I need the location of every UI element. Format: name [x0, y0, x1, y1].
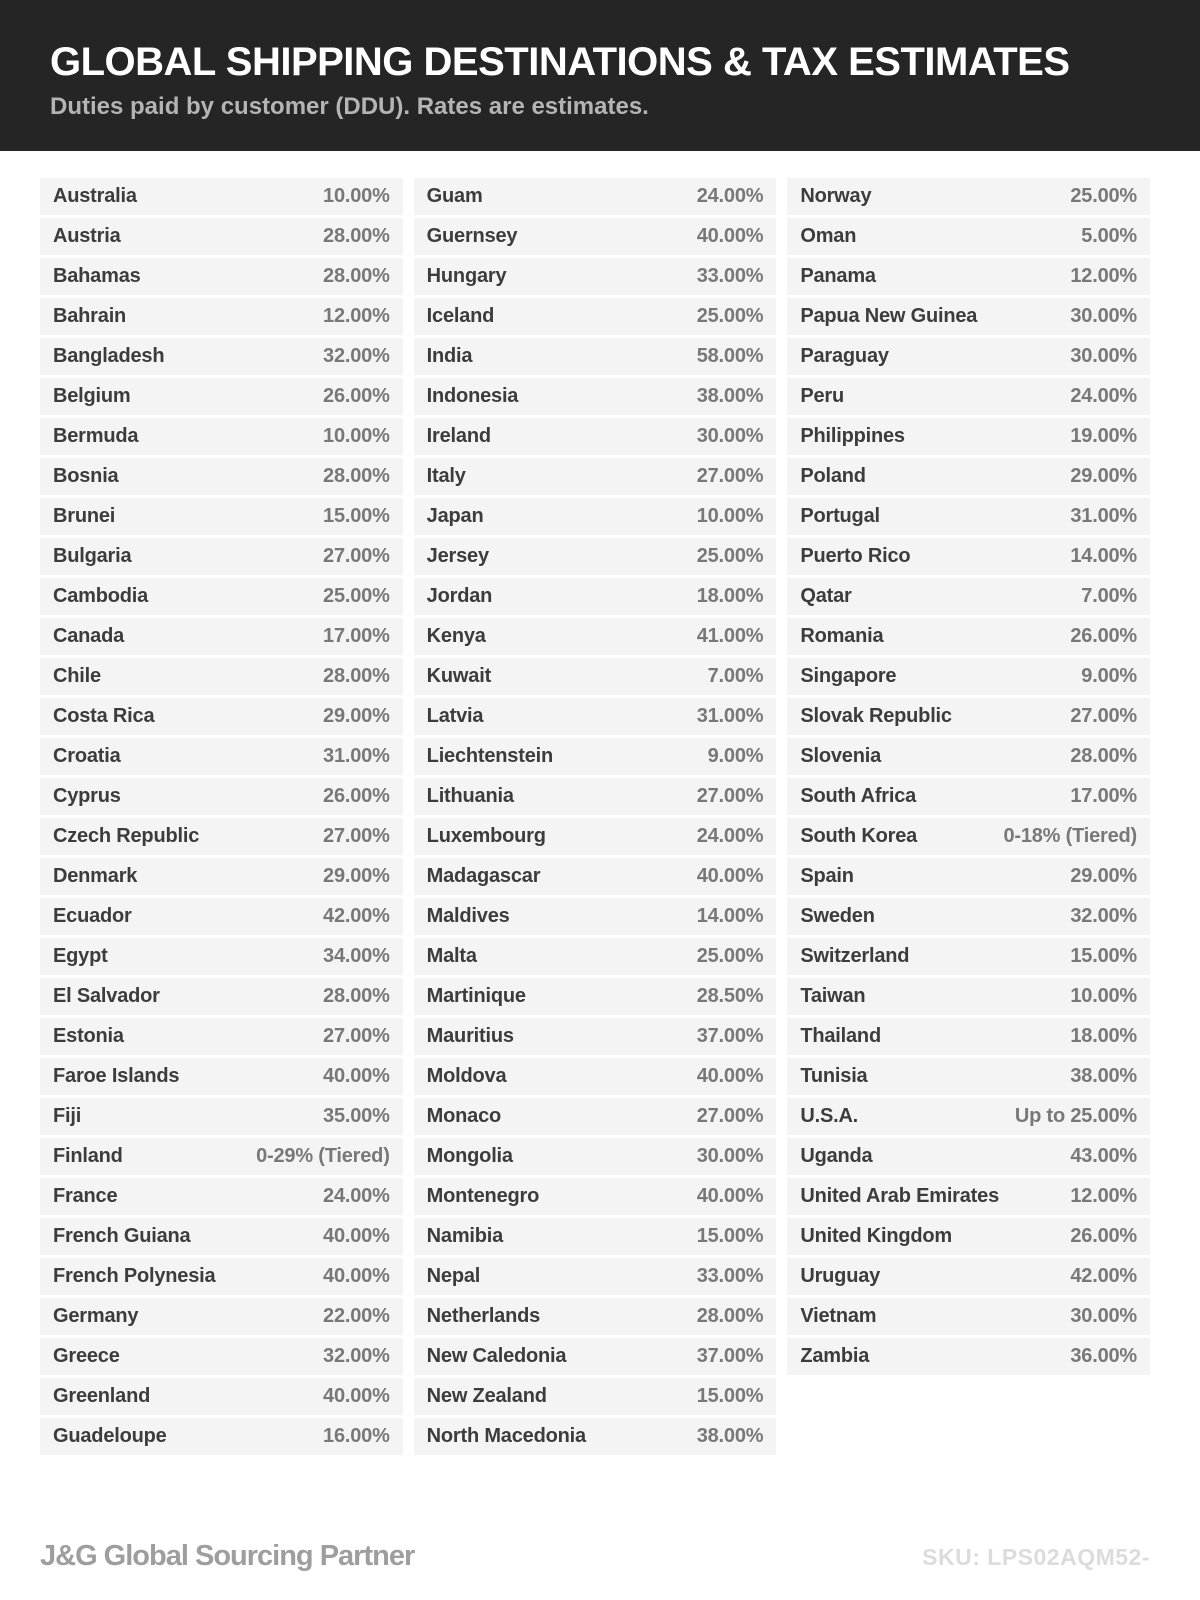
country-name: Ecuador [53, 905, 132, 927]
table-row [40, 618, 403, 655]
country-name: Canada [53, 625, 125, 647]
country-name: Guadeloupe [53, 1425, 167, 1447]
tax-rate: 42.00% [323, 905, 390, 927]
country-name: Singapore [800, 665, 897, 687]
table-row [414, 498, 777, 535]
country-name: Moldova [426, 1065, 507, 1087]
tax-rate: 30.00% [1070, 305, 1138, 327]
country-name: Kenya [426, 625, 486, 647]
tax-rate: 40.00% [696, 1185, 764, 1207]
country-name: Iceland [426, 305, 495, 327]
country-name: Spain [800, 865, 854, 887]
country-name: Austria [53, 225, 121, 247]
table-row [787, 378, 1150, 415]
table-row [40, 738, 403, 775]
country-name: Czech Republic [53, 825, 200, 847]
table-row [40, 778, 403, 815]
tax-rate: 10.00% [1070, 985, 1138, 1007]
country-name: Chile [53, 665, 101, 687]
tax-rate: 14.00% [1070, 545, 1138, 567]
tax-rate: 38.00% [696, 1425, 764, 1447]
table-row [787, 1258, 1150, 1295]
country-name: Vietnam [800, 1305, 877, 1327]
table-row [414, 298, 777, 335]
table-row [414, 978, 777, 1015]
tax-rate: 36.00% [1070, 1345, 1138, 1367]
table-row [40, 218, 403, 255]
tax-rate: 34.00% [323, 945, 390, 967]
country-name: Cambodia [53, 585, 149, 607]
tax-rate: 32.00% [1070, 905, 1138, 927]
tax-rate: 27.00% [323, 545, 390, 567]
footer-sku: SKU: LPS02AQM52- [922, 1544, 1150, 1570]
country-name: Bangladesh [53, 345, 165, 367]
tax-rate: 12.00% [323, 305, 390, 327]
tax-rate: 14.00% [696, 905, 764, 927]
tax-rate: 9.00% [707, 745, 764, 767]
country-name: France [53, 1185, 118, 1207]
table-row [787, 538, 1150, 575]
country-name: Slovak Republic [800, 705, 952, 727]
tax-rate: 26.00% [323, 385, 390, 407]
table-row [414, 778, 777, 815]
tax-rate: 38.00% [696, 385, 764, 407]
table-row [787, 298, 1150, 335]
table-row [414, 1138, 777, 1175]
tax-rate: 24.00% [696, 825, 764, 847]
country-name: Uganda [800, 1145, 873, 1167]
table-row [787, 1058, 1150, 1095]
country-name: Philippines [800, 425, 905, 447]
tax-rate: 29.00% [323, 705, 390, 727]
country-name: Guam [426, 185, 483, 207]
country-name: Italy [426, 465, 466, 487]
table-row [787, 458, 1150, 495]
table-row [40, 1418, 403, 1455]
table-row [40, 1178, 403, 1215]
country-name: Estonia [53, 1025, 124, 1047]
table-row [40, 658, 403, 695]
tax-rate: 37.00% [696, 1345, 764, 1367]
tax-rate: 42.00% [1070, 1265, 1138, 1287]
table-row [787, 1338, 1150, 1375]
tax-rate: 38.00% [1070, 1065, 1138, 1087]
country-name: Japan [426, 505, 484, 527]
table-row [787, 1218, 1150, 1255]
country-name: Malta [426, 945, 477, 967]
country-name: Brunei [53, 505, 116, 527]
tax-rate: 31.00% [323, 745, 390, 767]
tax-rate: 27.00% [696, 465, 764, 487]
table-row [40, 1338, 403, 1375]
tax-rate: 31.00% [696, 705, 764, 727]
tax-rate: 15.00% [1070, 945, 1138, 967]
country-name: South Africa [800, 785, 917, 807]
table-row [787, 1178, 1150, 1215]
table-row [40, 338, 403, 375]
table-row [414, 1258, 777, 1295]
table-row [40, 818, 403, 855]
country-name: Romania [800, 625, 884, 647]
country-name: Croatia [53, 745, 121, 767]
tax-rate: 25.00% [696, 305, 764, 327]
table-row [787, 1098, 1150, 1135]
tax-rate: 35.00% [323, 1105, 390, 1127]
country-name: Madagascar [426, 865, 541, 887]
tax-rate: 28.00% [323, 985, 390, 1007]
tax-rate: 33.00% [696, 1265, 764, 1287]
table-row [414, 1418, 777, 1455]
table-row [414, 1018, 777, 1055]
tax-rate: 17.00% [323, 625, 390, 647]
country-name: Panama [800, 265, 876, 287]
footer-brand: J&G Global Sourcing Partner [40, 1540, 415, 1572]
tax-rate: 27.00% [696, 785, 764, 807]
tax-rate: 26.00% [1070, 1225, 1138, 1247]
table-row [787, 338, 1150, 375]
tax-rate: 28.00% [323, 265, 390, 287]
country-name: Bermuda [53, 425, 139, 447]
tax-rate: 24.00% [696, 185, 764, 207]
tax-rate: 28.00% [323, 465, 390, 487]
table-row [787, 178, 1150, 215]
tax-rate: 18.00% [696, 585, 764, 607]
country-name: Greece [53, 1345, 120, 1367]
table-row [414, 898, 777, 935]
tax-rate: 0-29% (Tiered) [256, 1145, 390, 1167]
country-name: Fiji [53, 1105, 82, 1127]
country-name: Australia [53, 185, 137, 207]
table-row [40, 258, 403, 295]
table-row [787, 498, 1150, 535]
table-row [414, 218, 777, 255]
table-row [40, 1058, 403, 1095]
table-row [414, 378, 777, 415]
table-row [414, 458, 777, 495]
table-row [414, 418, 777, 455]
country-name: Nepal [426, 1265, 481, 1287]
tax-rate: 15.00% [696, 1225, 764, 1247]
country-name: Puerto Rico [800, 545, 911, 567]
country-name: French Guiana [53, 1225, 191, 1247]
country-name: Mauritius [426, 1025, 514, 1047]
table-row [414, 538, 777, 575]
table-row [40, 698, 403, 735]
tax-rate: 29.00% [323, 865, 390, 887]
table-row [787, 818, 1150, 855]
country-name: Latvia [426, 705, 484, 727]
country-name: Bahrain [53, 305, 127, 327]
tax-rate: 28.50% [696, 985, 764, 1007]
table-row [40, 458, 403, 495]
country-name: Tunisia [800, 1065, 868, 1087]
tax-rate: 33.00% [696, 265, 764, 287]
tax-rate: 40.00% [696, 865, 764, 887]
country-name: Monaco [426, 1105, 502, 1127]
table-row [787, 218, 1150, 255]
table-row [787, 858, 1150, 895]
table-row [414, 178, 777, 215]
tax-rate: 9.00% [1081, 665, 1138, 687]
country-name: Denmark [53, 865, 138, 887]
table-row [787, 418, 1150, 455]
tax-rate: 27.00% [323, 825, 390, 847]
table-row [40, 1098, 403, 1135]
page-title: GLOBAL SHIPPING DESTINATIONS & TAX ESTIMATES [50, 40, 1070, 84]
tax-rate-table [40, 178, 1150, 1455]
country-name: Lithuania [426, 785, 514, 807]
table-row [787, 258, 1150, 295]
country-name: Guernsey [426, 225, 518, 247]
country-name: New Zealand [426, 1385, 547, 1407]
tax-rate: 30.00% [1070, 1305, 1138, 1327]
tax-rate: 17.00% [1070, 785, 1138, 807]
table-row [40, 898, 403, 935]
country-name: Thailand [800, 1025, 881, 1047]
table-row [414, 858, 777, 895]
table-row [414, 578, 777, 615]
table-row [40, 298, 403, 335]
table-row [787, 738, 1150, 775]
country-name: Montenegro [426, 1185, 540, 1207]
table-row [787, 618, 1150, 655]
country-name: Paraguay [800, 345, 889, 367]
tax-rate: 7.00% [707, 665, 764, 687]
country-name: New Caledonia [426, 1345, 567, 1367]
tax-rate: 7.00% [1081, 585, 1138, 607]
tax-rate: 58.00% [696, 345, 764, 367]
tax-rate: 40.00% [323, 1225, 390, 1247]
country-name: Ireland [426, 425, 491, 447]
country-name: Peru [800, 385, 845, 407]
table-row [787, 898, 1150, 935]
country-name: French Polynesia [53, 1265, 216, 1287]
table-row [787, 1138, 1150, 1175]
table-column-3 [787, 178, 1150, 1375]
table-row [40, 1218, 403, 1255]
table-row [414, 1338, 777, 1375]
country-name: Sweden [800, 905, 875, 927]
tax-rate: 10.00% [323, 425, 390, 447]
tax-rate: 29.00% [1070, 865, 1138, 887]
tax-rate: 24.00% [1070, 385, 1138, 407]
country-name: Poland [800, 465, 866, 487]
table-row [787, 658, 1150, 695]
country-name: Martinique [426, 985, 526, 1007]
country-name: Liechtenstein [426, 745, 553, 767]
tax-rate: 15.00% [323, 505, 390, 527]
table-column-2 [414, 178, 777, 1455]
tax-rate: 18.00% [1070, 1025, 1138, 1047]
table-row [414, 1098, 777, 1135]
country-name: Germany [53, 1305, 139, 1327]
tax-rate: 25.00% [696, 545, 764, 567]
country-name: Indonesia [426, 385, 519, 407]
country-name: Bosnia [53, 465, 119, 487]
tax-rate: 40.00% [323, 1065, 390, 1087]
country-name: Norway [800, 185, 872, 207]
tax-rate: 16.00% [323, 1425, 390, 1447]
table-row [40, 1138, 403, 1175]
country-name: Namibia [426, 1225, 504, 1247]
table-row [414, 1378, 777, 1415]
tax-rate: 32.00% [323, 1345, 390, 1367]
tax-rate: 28.00% [1070, 745, 1138, 767]
country-name: Maldives [426, 905, 510, 927]
country-name: United Kingdom [800, 1225, 952, 1247]
tax-rate: 43.00% [1070, 1145, 1138, 1167]
table-row [40, 1298, 403, 1335]
table-row [787, 778, 1150, 815]
country-name: U.S.A. [800, 1105, 859, 1127]
tax-rate: 19.00% [1070, 425, 1138, 447]
tax-rate: 37.00% [696, 1025, 764, 1047]
country-name: Bulgaria [53, 545, 132, 567]
table-row [414, 1298, 777, 1335]
tax-rate: 30.00% [1070, 345, 1138, 367]
country-name: Taiwan [800, 985, 866, 1007]
table-row [414, 698, 777, 735]
table-row [40, 1018, 403, 1055]
table-row [414, 1218, 777, 1255]
tax-rate: 29.00% [1070, 465, 1138, 487]
tax-rate: 28.00% [323, 225, 390, 247]
country-name: United Arab Emirates [800, 1185, 999, 1207]
country-name: Switzerland [800, 945, 910, 967]
table-row [40, 1258, 403, 1295]
country-name: Bahamas [53, 265, 141, 287]
table-row [40, 938, 403, 975]
country-name: Hungary [426, 265, 507, 287]
tax-rate: 25.00% [1070, 185, 1138, 207]
tax-rate: 25.00% [696, 945, 764, 967]
table-row [40, 578, 403, 615]
table-row [40, 178, 403, 215]
country-name: Uruguay [800, 1265, 881, 1287]
country-name: Portugal [800, 505, 880, 527]
country-name: Faroe Islands [53, 1065, 180, 1087]
table-row [40, 978, 403, 1015]
tax-rate: 5.00% [1081, 225, 1138, 247]
tax-rate: 0-18% (Tiered) [1003, 825, 1138, 847]
tax-rate: 25.00% [323, 585, 390, 607]
tax-rate: 30.00% [696, 425, 764, 447]
table-row [787, 1298, 1150, 1335]
header-banner [0, 0, 1200, 151]
tax-rate: 22.00% [323, 1305, 390, 1327]
country-name: Mongolia [426, 1145, 513, 1167]
country-name: Egypt [53, 945, 108, 967]
country-name: India [426, 345, 473, 367]
tax-rate: 30.00% [696, 1145, 764, 1167]
country-name: Jordan [426, 585, 493, 607]
country-name: Belgium [53, 385, 131, 407]
country-name: Oman [800, 225, 857, 247]
tax-rate: 24.00% [323, 1185, 390, 1207]
table-row [40, 418, 403, 455]
country-name: North Macedonia [426, 1425, 586, 1447]
table-row [40, 498, 403, 535]
country-name: Zambia [800, 1345, 870, 1367]
table-row [787, 578, 1150, 615]
country-name: Greenland [53, 1385, 151, 1407]
page-subtitle: Duties paid by customer (DDU). Rates are estimates. [50, 93, 649, 120]
tax-rate: 10.00% [323, 185, 390, 207]
table-row [787, 978, 1150, 1015]
country-name: Slovenia [800, 745, 881, 767]
table-column-1 [40, 178, 403, 1455]
tax-rate: 27.00% [696, 1105, 764, 1127]
tax-rate: 32.00% [323, 345, 390, 367]
tax-rate: 15.00% [696, 1385, 764, 1407]
country-name: Finland [53, 1145, 123, 1167]
table-row [414, 258, 777, 295]
tax-rate: Up to 25.00% [1014, 1105, 1138, 1127]
table-row [40, 538, 403, 575]
country-name: Papua New Guinea [800, 305, 978, 327]
country-name: Qatar [800, 585, 852, 607]
country-name: Jersey [426, 545, 489, 567]
country-name: Cyprus [53, 785, 121, 807]
tax-rate: 41.00% [696, 625, 764, 647]
table-row [414, 658, 777, 695]
country-name: Kuwait [426, 665, 492, 687]
country-name: El Salvador [53, 985, 160, 1007]
tax-rate: 28.00% [696, 1305, 764, 1327]
tax-rate: 27.00% [1070, 705, 1138, 727]
country-name: Netherlands [426, 1305, 541, 1327]
table-row [414, 738, 777, 775]
tax-rate: 12.00% [1070, 1185, 1138, 1207]
table-row [414, 1058, 777, 1095]
tax-rate: 40.00% [696, 225, 764, 247]
tax-rate: 26.00% [1070, 625, 1138, 647]
table-row [414, 618, 777, 655]
table-row [414, 1178, 777, 1215]
tax-rate: 10.00% [696, 505, 764, 527]
tax-rate: 27.00% [323, 1025, 390, 1047]
country-name: Luxembourg [426, 825, 546, 847]
tax-rate: 12.00% [1070, 265, 1138, 287]
table-row [40, 378, 403, 415]
country-name: Costa Rica [53, 705, 155, 727]
table-row [414, 338, 777, 375]
tax-rate: 40.00% [323, 1385, 390, 1407]
table-row [414, 938, 777, 975]
tax-rate: 31.00% [1070, 505, 1138, 527]
tax-rate: 40.00% [323, 1265, 390, 1287]
table-row [787, 698, 1150, 735]
table-row [787, 1018, 1150, 1055]
table-row [40, 858, 403, 895]
tax-rate: 40.00% [696, 1065, 764, 1087]
tax-rate: 26.00% [323, 785, 390, 807]
table-row [40, 1378, 403, 1415]
country-name: South Korea [800, 825, 918, 847]
table-row [787, 938, 1150, 975]
table-row [414, 818, 777, 855]
tax-rate: 28.00% [323, 665, 390, 687]
